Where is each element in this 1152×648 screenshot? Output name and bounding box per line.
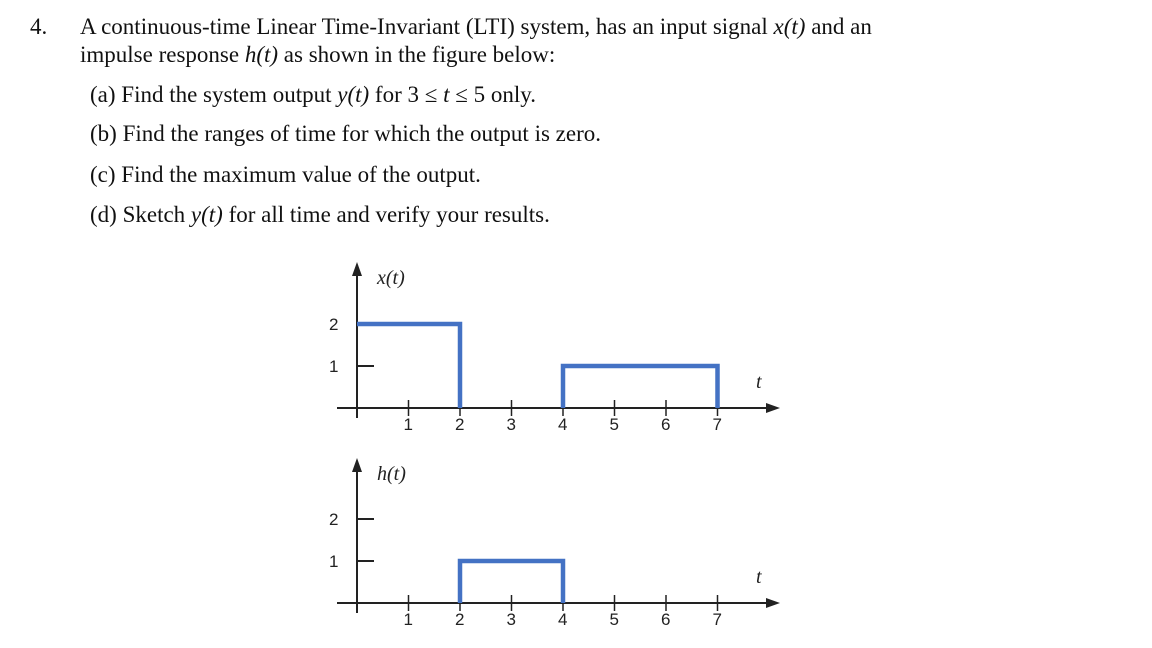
- part-a-pre: (a) Find the system output: [90, 82, 338, 107]
- x-plot-title: x(t): [377, 267, 405, 289]
- h-plot-x-tick-label: 7: [712, 610, 722, 629]
- h-plot-y-axis-arrow: [352, 458, 362, 472]
- part-a-mid: for 3 ≤: [369, 82, 444, 107]
- x-plot-x-tick-label: 1: [403, 415, 413, 434]
- x-plot-x-tick-label: 6: [661, 415, 671, 434]
- h-plot-x-tick-label: 5: [609, 610, 619, 629]
- x-plot-x-label: t: [756, 371, 762, 393]
- intro2-signal-h: h(t): [244, 42, 279, 67]
- part-a-t: t: [443, 82, 450, 107]
- part-b: (b) Find the ranges of time for which the output is zero.: [90, 121, 601, 146]
- x-plot-x-tick-label: 5: [609, 415, 619, 434]
- part-c: (c) Find the maximum value of the output.: [90, 162, 481, 187]
- intro-text-a: A continuous-time Linear Time-Invariant (LTI) system, has an input signal: [80, 14, 774, 39]
- part-a-y: y(t): [337, 82, 370, 107]
- part-d-post: for all time and verify your results.: [222, 202, 550, 227]
- h-plot-title: h(t): [377, 463, 406, 485]
- x-plot-x-axis-arrow: [766, 403, 780, 413]
- h-plot-y-tick-label: 2: [329, 510, 339, 529]
- intro2-text-a: impulse response: [80, 42, 245, 67]
- x-plot-signal-segment: [563, 366, 718, 408]
- x-plot-x-tick-label: 2: [455, 415, 465, 434]
- h-plot-x-tick-label: 3: [506, 610, 516, 629]
- intro2-text-b: as shown in the figure below:: [278, 42, 556, 67]
- h-plot-x-tick-label: 6: [661, 610, 671, 629]
- intro-signal-x: x(t): [773, 14, 806, 39]
- h-plot-y-tick-label: 1: [329, 552, 339, 571]
- intro-text-b: and an: [805, 14, 872, 39]
- x-plot-y-tick-label: 1: [329, 357, 339, 376]
- x-plot-x-tick-label: 4: [558, 415, 568, 434]
- part-d-y: y(t): [190, 202, 223, 227]
- x-plot-x-tick-label: 3: [506, 415, 516, 434]
- x-plot-y-tick-label: 2: [329, 315, 339, 334]
- h-plot-x-tick-label: 2: [455, 610, 465, 629]
- part-d-pre: (d) Sketch: [90, 202, 191, 227]
- h-plot-x-axis-arrow: [766, 598, 780, 608]
- question-number: 4.: [30, 14, 48, 39]
- h-plot-x-label: t: [756, 566, 762, 588]
- x-plot-x-tick-label: 7: [712, 415, 722, 434]
- part-a-post: ≤ 5 only.: [449, 82, 537, 107]
- h-plot-x-tick-label: 4: [558, 610, 568, 629]
- x-plot-y-axis-arrow: [352, 262, 362, 276]
- h-plot-x-tick-label: 1: [403, 610, 413, 629]
